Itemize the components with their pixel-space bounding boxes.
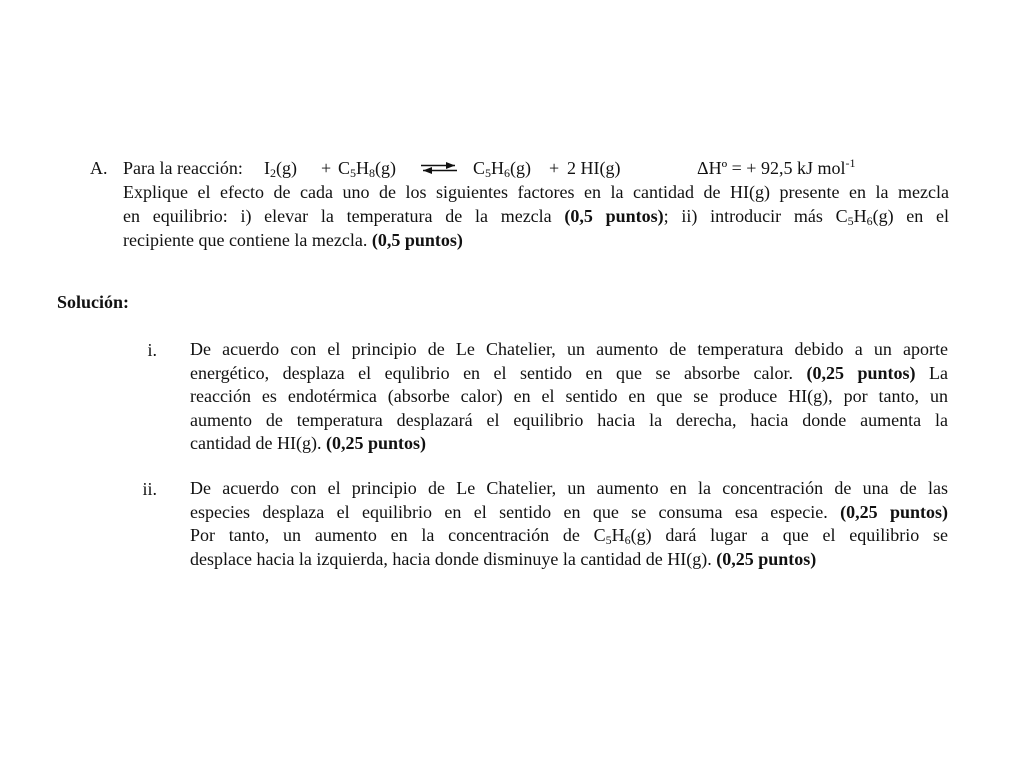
- question-line-4: recipiente que contiene la mezcla. (0,5 puntos): [123, 230, 463, 250]
- question-line-3: en equilibrio: i) elevar la temperatura de la mezcla (0,5 puntos); ii) introducir más $C_5H_6(g)$ en el: [123, 206, 950, 228]
- question-block: [123, 156, 949, 252]
- question-line-2: Explique el efecto de cada uno de los siguientes factores en la cantidad de HI(g) presente en la mezcla: [123, 182, 949, 202]
- solution-item-1: [190, 338, 948, 456]
- item-1-line-1: De acuerdo con el principio de Le Chatelier, un aumento de temperatura debido a un aporte: [190, 339, 948, 359]
- item-1-line-4: aumento de temperatura desplazará el equilibrio hacia la derecha, hacia donde aumenta la: [190, 409, 948, 430]
- item-1-line-5: cantidad de HI(g). (0,25 puntos): [190, 433, 426, 454]
- enthalpy-value: ΔHº = + 92,5 kJ mol$^{-1}$: [697, 156, 856, 178]
- plus-sign-1: +: [321, 158, 332, 178]
- equilibrium-arrow-icon: [419, 161, 459, 175]
- item-2-line-2: especies desplaza el equilibrio en el sentido en que se consuma esa especie. (0,25 puntos): [190, 501, 948, 522]
- item-2-line-4: desplace hacia la izquierda, hacia donde disminuye la cantidad de HI(g). (0,25 puntos): [190, 548, 817, 569]
- item-2-line-1: De acuerdo con el principio de Le Chatelier, un aumento en la concentración de una de las: [190, 478, 948, 498]
- product-hi: 2 HI(g): [567, 158, 621, 178]
- reaction-equation: [123, 156, 949, 180]
- item-2-line-3: Por tanto, un aumento en la concentración de $C_5H_6(g)$ dará lugar a que el equilibrio se: [190, 525, 948, 548]
- solution-heading: Solución:: [57, 292, 130, 312]
- reactant-c5h8: $C_5H_8(g)$: [338, 158, 397, 180]
- question-label: A.: [90, 158, 108, 178]
- item-1-line-2: energético, desplaza el equlibrio en el sentido en que se absorbe calor. (0,25 puntos) La: [190, 362, 948, 383]
- plus-sign-2: +: [549, 158, 560, 178]
- solution-item-2: [190, 477, 948, 571]
- solution-item-number-1: i.: [147, 340, 157, 360]
- reaction-intro: Para la reacción:: [123, 158, 243, 178]
- reactant-iodine: $I_2(g)$: [264, 158, 297, 180]
- product-c5h6: $C_5H_6(g)$: [473, 158, 532, 180]
- solution-item-number-2: ii.: [142, 479, 157, 499]
- item-1-line-3: reacción es endotérmica (absorbe calor) en el sentido en que se produce HI(g), por tanto, un: [190, 386, 948, 407]
